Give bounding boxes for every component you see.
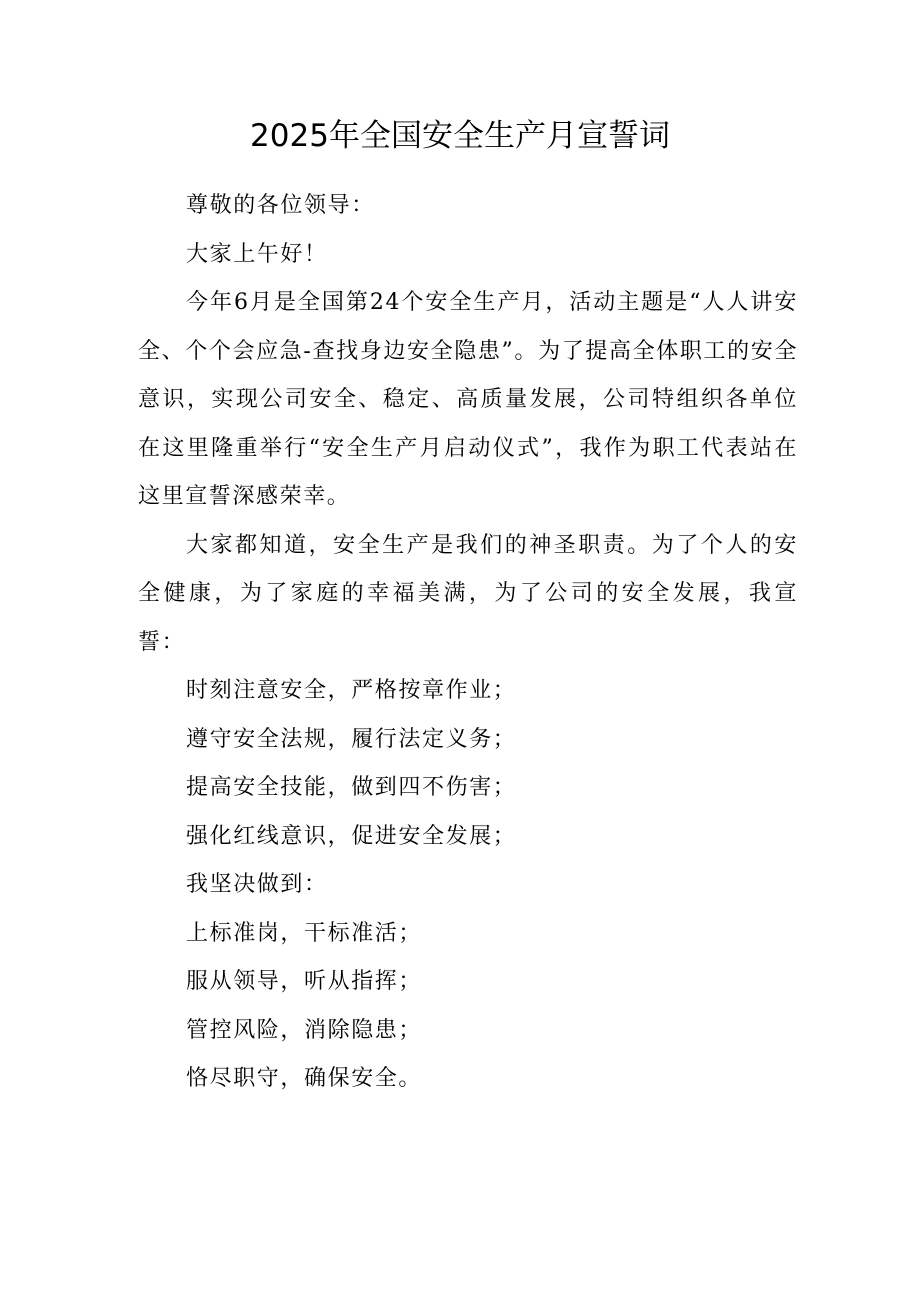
- oath-line: 时刻注意安全，严格按章作业；: [186, 678, 517, 703]
- document-title: 2025年全国安全生产月宣誓词: [250, 118, 670, 154]
- commitment-line: 上标准岗，干标准活；: [186, 920, 423, 946]
- intro-paragraph: 今年6月是全国第24个安全生产月，活动主题是“人人讲安全、个个会应急-查找身边安全隐患”。为了提高全体职工的安全意识，实现公司安全、稳定、高质量发展，公司特组织各单位在这里隆重举行“安全生产月启动仪式”，我作为职工代表站在这里宣誓深感荣幸。: [138, 290, 798, 509]
- oath-line: 提高安全技能，做到四不伤害；: [186, 775, 517, 800]
- oath-line: 遵守安全法规，履行法定义务；: [186, 726, 517, 752]
- oath-line: 强化红线意识，促进安全发展；: [186, 823, 517, 849]
- oath-intro-paragraph: 大家都知道，安全生产是我们的神圣职责。为了个人的安全健康，为了家庭的幸福美满，为了公司的安全发展，我宣誓：: [138, 532, 798, 655]
- commitment-line: 服从领导，听从指挥；: [186, 969, 423, 994]
- document-body: [138, 182, 798, 1104]
- salutation: 尊敬的各位领导：: [186, 193, 375, 218]
- commitment-line: 恪尽职守，确保安全。: [186, 1066, 423, 1091]
- commitment-heading: 我坚决做到：: [186, 872, 328, 897]
- commitment-line: 管控风险，消除隐患；: [186, 1017, 423, 1043]
- greeting: 大家上午好！: [186, 241, 328, 267]
